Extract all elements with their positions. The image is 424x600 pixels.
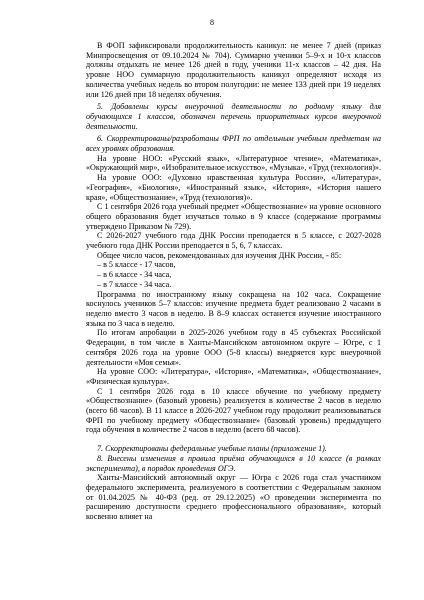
section-7-heading: 7. Скорректированы федеральные учебные планы (приложение 1).	[97, 444, 327, 454]
section-6-heading: 6. Скорректированы/разработаны ФРП по отдельным учебным предметам на всех уровнях образования.	[86, 134, 381, 154]
paragraph-soo-subjects: На уровне СОО: «Литература», «История», «Математика», «Обществознание», «Физическая культура».	[86, 367, 381, 386]
section-5-heading: 5. Добавлены курсы внеурочной деятельности по родному языку для обучающихся 1 классов, обозначен перечень приоритетных курсов внеурочной деятельности.	[86, 102, 381, 131]
paragraph-foreign-language: Программа по иностранному языку сокращена на 102 часа. Сокращение коснулось учеников 5–7 классов: изучение предмета будет реализовано 2 часами в неделю вместо 3 часов в неделю. В 8–9 классах останется изучение иностранного языка по 3 часа в неделю.	[86, 289, 381, 328]
list-item-grade-5: – в 5 классе - 17 часов,	[97, 260, 176, 270]
paragraph-vacations: В ФОП зафиксировали продолжительность каникул: не менее 7 дней (приказ Минпросвещения от 09.10.2024 № 704). Суммарно ученики 5–9-х и 10-х классов должны отдыхать не менее 126 дней в году, ученики 11-х классов – 42 дня. На уровне НОО суммарную продолжительность каникул определяют исходя из количества учебных недель во втором полугодии: не менее 133 дней при 19 неделях или 126 дней при 18 неделях обучения.	[86, 41, 381, 99]
section-8-heading: 8. Внесены изменения в правила приёма обучающихся в 10 классе (в рамках эксперимента), в порядок проведения ОГЭ.	[86, 453, 381, 473]
paragraph-social-studies-10-11: С 1 сентября 2026 года в 10 классе обучение по учебному предмету «Обществознание» (базовый уровень) реализуется в количестве 2 часов в неделю (всего 68 часов). В 11 классе в 2026-2027 учебном году продолжит реализовываться ФРП по учебному предмету «Обществознание» (базовый уровень) предыдущего года обучения в количестве 2 часов в неделю (всего 68 часов).	[86, 386, 381, 435]
paragraph-ooo-subjects: На уровне ООО: «Духовно нравственная культура России», «Литература», «География», «Биология», «Иностранный язык», «История», «История нашего края», «Обществознание», «Труд (технология)».	[86, 173, 381, 202]
paragraph-dnk-russia: С 2026-2027 учебного года ДНК России преподается в 5 классе, с 2027-2028 учебного года ДНК России преподается в 5, 6, 7 классах.	[86, 231, 381, 251]
paragraph-social-studies-9: С 1 сентября 2026 года учебный предмет «Обществознание» на уровне основного общего образования будет изучаться только в 9 классе (содержание программы утверждено Приказом № 729).	[86, 202, 381, 231]
paragraph-experiment: Ханты-Мансийский автономный округ — Югра с 2026 года стал участником федерального эксперимента, реализуемого в соответствии с Федеральным законом от 01.04.2025 № 40-ФЗ (ред. от 29.12.2025) «О проведении эксперимента по расширению доступности среднего профессионального образования», который косвенно влияет на	[86, 473, 381, 522]
page-number: 8	[210, 18, 214, 27]
list-item-grade-6: – в 6 классе - 34 часа,	[97, 270, 172, 280]
paragraph-noo-subjects: На уровне НОО: «Русский язык», «Литературное чтение», «Математика», «Окружающий мир», «Изобразительное искусство», «Музыка», «Труд (технология)».	[86, 153, 381, 173]
page-body	[86, 41, 381, 522]
list-item-grade-7: – в 7 классе - 34 часа.	[97, 279, 172, 289]
paragraph-dnk-hours: Общее число часов, рекомендованных для изучения ДНК России, - 85:	[97, 250, 342, 260]
paragraph-my-family-course: По итогам апробации в 2025-2026 учебном году в 45 субъектах Российской Федерации, в том числе в Ханты-Мансийском автономном округе – Югре, с 1 сентября 2026 года на уровне ООО (5-8 классы) внедряется курс внеурочной деятельности «Моя семья».	[86, 328, 381, 367]
